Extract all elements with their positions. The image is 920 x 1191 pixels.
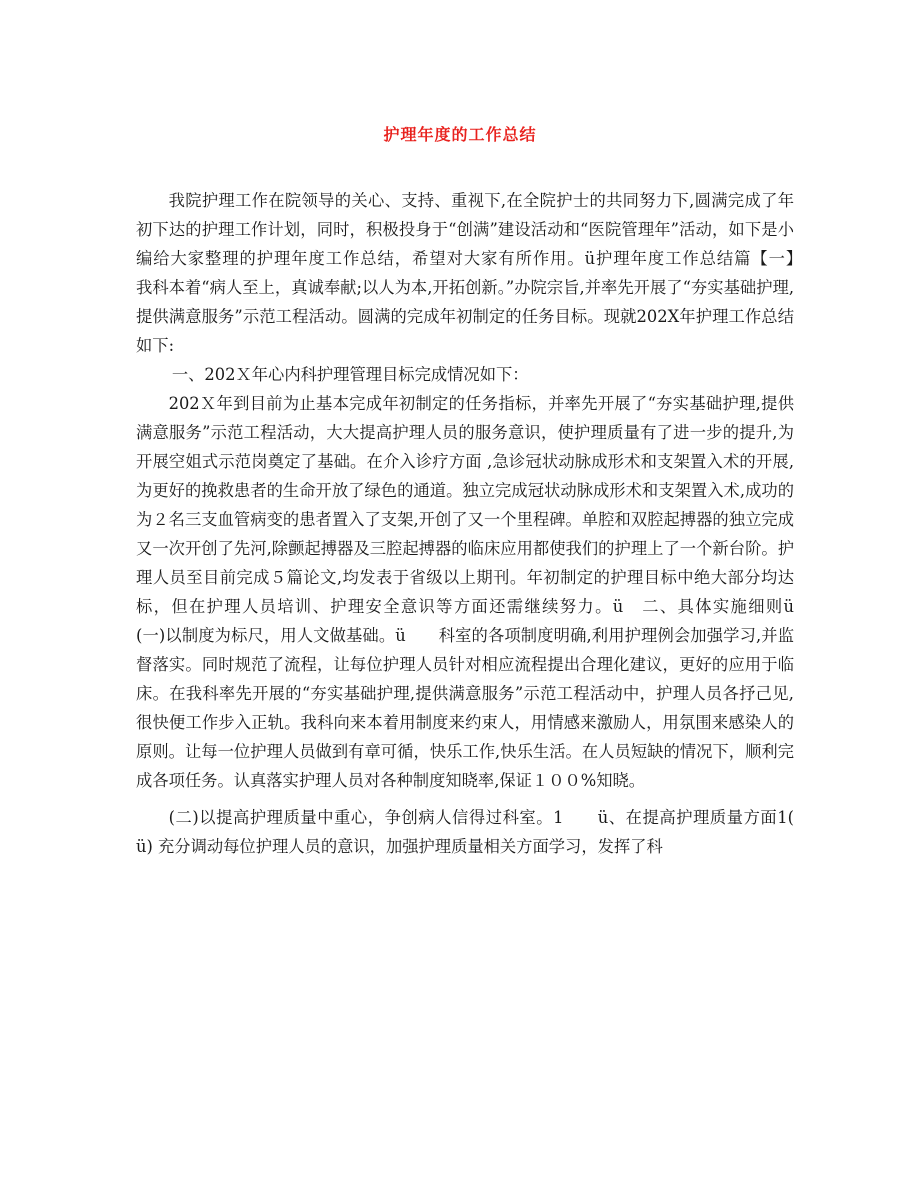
document-title: 护理年度的工作总结 — [383, 125, 537, 144]
paragraph-section-heading: 一、202Ｘ年心内科护理管理目标完成情况如下： — [171, 365, 529, 384]
paragraph-intro: 我院护理工作在院领导的关心、支持、重视下,在全院护士的共同努力下,圆满完成了年初下达的护理工作计划，同时，积极投身于“创满”建设活动和“医院管理年”活动，如下是小编给大家整理的护理年度工作总结，希望对大家有所作用。ü护理年度工作总结篇【一】 我科本着“病人至上，真诚奉献;以人为本,开拓创新。”办院宗旨,并率先开展了“夯实基础护理,提供满意服务”示范工程活动。圆满的完成年初制定的任务目标。现就202X年护理工作总结如下: — [136, 191, 827, 355]
document-body — [136, 186, 827, 861]
paragraph-quality: (二)以提高护理质量中重心，争创病人信得过科室。1 ü、在提高护理质量方面1( ü) 充分调动每位护理人员的意识，加强护理质量相关方面学习，发挥了科 — [136, 808, 811, 856]
paragraph-section-detail: 202Ｘ年到目前为止基本完成年初制定的任务指标，并率先开展了“夯实基础护理,提供满意服务”示范工程活动，大大提高护理人员的服务意识，使护理质量有了进一步的提升,为开展空姐式示范岗奠定了基础。在介入诊疗方面 ,急诊冠状动脉成形术和支架置入术的开展,为更好的挽救患者的生命开放了绿色的通道。独立完成冠状动脉成形术和支架置入术,成功的为２名三支血管病变的患者置入了支架,开创了又一个里程碑。单腔和双腔起搏器的独立完成又一次开创了先河,除颤起搏器及三腔起搏器的临床应用都使我们的护理上了一个新台阶。护理人员至目前完成５篇论文,均发表于省级以上期刊。年初制定的护理目标中绝大部分均达标，但在护理人员培训、护理安全意识等方面还需继续努力。ü 二、具体实施细则ü (一)以制度为标尺，用人文做基础。ü 科室的各项制度明确,利用护理例会加强学习,并监督落实。同时规范了流程，让每位护理人员针对相应流程提出合理化建议，更好的应用于临床。在我科率先开展的“夯实基础护理,提供满意服务”示范工程活动中，护理人员各抒己见,很快便工作步入正轨。我科向来本着用制度来约束人，用情感来激励人，用氛围来感染人的原则。让每一位护理人员做到有章可循，快乐工作,快乐生活。在人员短缺的情况下，顺利完成各项任务。认真落实护理人员对各种制度知晓率,保证１００%知晓。 — [136, 394, 827, 790]
